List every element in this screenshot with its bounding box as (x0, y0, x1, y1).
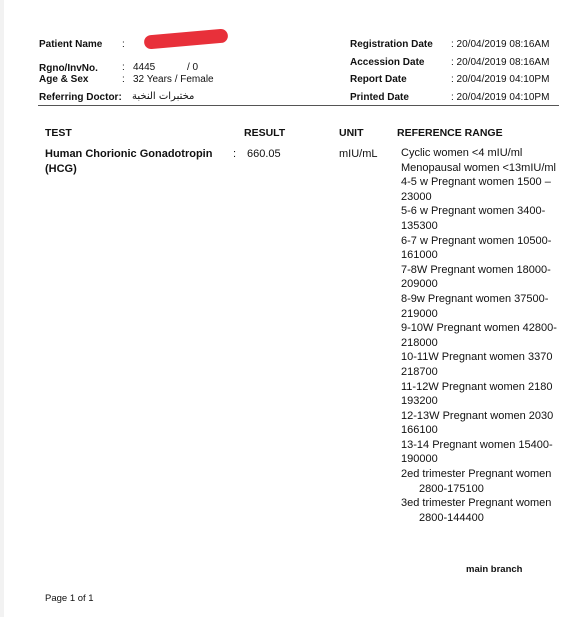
reference-line: 23000 (401, 190, 432, 203)
result-sep: : (233, 148, 237, 160)
page-number: Page 1 of 1 (45, 593, 94, 604)
reference-line: 10-11W Pregnant women 3370 (401, 351, 553, 364)
result-value: 660.05 (247, 148, 281, 160)
reference-line: 5-6 w Pregnant women 3400- (401, 205, 546, 218)
reference-line: 11-12W Pregnant women 2180 (401, 380, 553, 393)
reference-line: 12-13W Pregnant women 2030 (401, 409, 554, 422)
reference-line: 166100 (401, 424, 438, 437)
inv-value: / 0 (187, 62, 199, 73)
reference-line: 161000 (401, 249, 438, 262)
reference-line: 9-10W Pregnant women 42800- (401, 322, 557, 335)
reference-line: 218700 (401, 365, 438, 378)
reference-line: Menopausal women <13mIU/ml (401, 161, 556, 174)
age-sex-label: Age & Sex (39, 74, 89, 85)
redaction-mark (144, 28, 229, 49)
test-name: Human Chorionic Gonadotropin (45, 148, 213, 160)
reference-line: 218000 (401, 336, 438, 349)
report-sheet (4, 0, 579, 617)
col-header-test: TEST (45, 127, 72, 139)
report-date-label: Report Date (350, 74, 407, 85)
report-date-value: : 20/04/2019 04:10PM (451, 74, 550, 85)
rgno-value: 4445 (133, 62, 156, 73)
reference-line: 193200 (401, 395, 438, 408)
branch-label: main branch (466, 564, 523, 575)
age-sex-value: 32 Years / Female (133, 74, 214, 85)
test-name-abbrev: (HCG) (45, 163, 77, 175)
reference-line: 135300 (401, 219, 438, 232)
accession-date-label: Accession Date (350, 57, 425, 68)
reference-line: 6-7 w Pregnant women 10500- (401, 234, 552, 247)
reference-line: 2ed trimester Pregnant women (401, 468, 552, 481)
patient-name-sep: : (122, 39, 125, 50)
reference-line: 8-9w Pregnant women 37500- (401, 292, 549, 305)
reference-line: 13-14 Pregnant women 15400- (401, 438, 553, 451)
reference-range-list (401, 146, 557, 525)
rgno-label: Rgno/InvNo. (39, 63, 98, 74)
accession-date-value: : 20/04/2019 08:16AM (451, 57, 550, 68)
reference-line: 2800-144400 (419, 511, 484, 524)
referring-doctor-value: مختبرات النخبة (132, 91, 195, 102)
reference-line: 209000 (401, 278, 438, 291)
printed-date-value: : 20/04/2019 04:10PM (451, 92, 550, 103)
patient-name-label: Patient Name (39, 39, 103, 50)
col-header-reference-range: REFERENCE RANGE (397, 127, 503, 139)
reference-line: 219000 (401, 307, 438, 320)
col-header-result: RESULT (244, 127, 286, 139)
unit-value: mIU/mL (339, 148, 378, 160)
reference-line: 4-5 w Pregnant women 1500 – (401, 176, 551, 189)
rgno-sep: : (122, 62, 125, 73)
reference-line: Cyclic women <4 mIU/ml (401, 147, 523, 159)
reference-line: 190000 (401, 453, 438, 466)
registration-date-value: : 20/04/2019 08:16AM (451, 39, 550, 50)
reference-line: 2800-175100 (419, 482, 484, 495)
col-header-unit: UNIT (339, 127, 364, 139)
registration-date-label: Registration Date (350, 39, 433, 50)
header-divider (38, 105, 559, 106)
age-sex-sep: : (122, 74, 125, 85)
referring-doctor-label: Referring Doctor: (39, 92, 122, 103)
printed-date-label: Printed Date (350, 92, 409, 103)
reference-line: 3ed trimester Pregnant women (401, 497, 552, 510)
reference-line: 7-8W Pregnant women 18000- (401, 263, 551, 276)
